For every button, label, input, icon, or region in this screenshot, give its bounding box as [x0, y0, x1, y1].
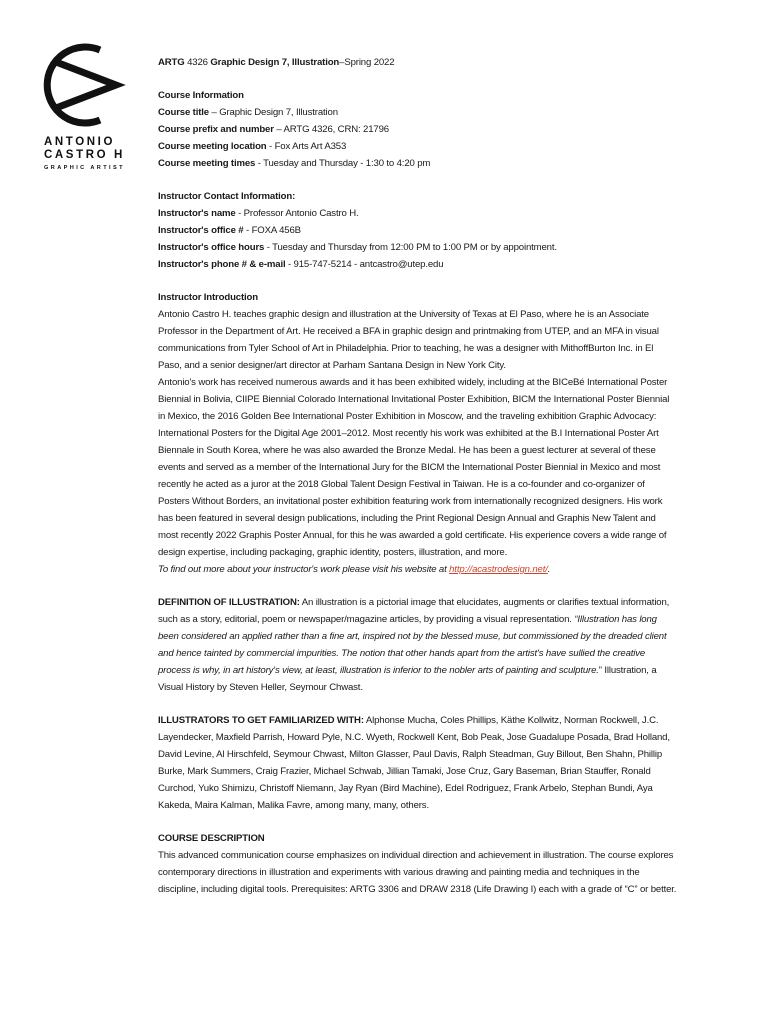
instructor-row: Instructor's phone # & e-mail - 915-747-5214 - antcastro@utep.edu: [158, 259, 444, 270]
logo-subtitle: GRAPHIC ARTIST: [44, 165, 125, 171]
course-name: Graphic Design 7, Illustration: [210, 57, 340, 68]
course-description-text: This advanced communication course emphasizes on individual direction and achievement in illustration. The course explores contemporary directions in illustration and experiments with various drawing and painting media and techniques in the discipline, including digital tools. Prerequisites: ARTG 3306 and DRAW 2318 (Life Drawing I) each with a grade of “C” or better.: [158, 850, 677, 895]
illustrators-heading: ILLUSTRATORS TO GET FAMILIARIZED WITH:: [158, 715, 364, 726]
course-term: –Spring 2022: [339, 57, 395, 68]
logo: [38, 42, 138, 171]
intro-heading: Instructor Introduction: [158, 292, 258, 303]
logo-line-2: CASTRO H: [44, 149, 125, 161]
illustrators-paragraph: ILLUSTRATORS TO GET FAMILIARIZED WITH: Alphonse Mucha, Coles Phillips, Käthe Kollwitz, Norman Rockwell, J.C. Layendecker, Maxfield Parrish, Howard Pyle, N.C. Wyeth, Rockwell Kent, Bob Peak, Jose Guadalupe Posada, Brad Holland, David Levine, Al Hirschfeld, Seymour Chwast, Milton Glasser, Paul Davis, Ralph Steadman, Guy Billout, Ben Shahn, Phillip Burke, Mark Summers, Craig Frazier, Michael Schwab, Jillian Tamaki, Jose Cruz, Gary Baseman, Brian Stauffer, Ronald Curchod, Yuko Shimizu, Christoff Niemann, Jay Ryan (Bird Machine), Edel Rodriguez, Frank Arbelo, Stephan Bundi, Aya Kakeda, Maira Kalman, Malika Favre, among many, many, others.: [158, 715, 670, 811]
course-code: ARTG: [158, 57, 185, 68]
course-info-heading: Course Information: [158, 90, 244, 101]
logo-mark-icon: [38, 42, 130, 128]
course-number: 4326: [184, 57, 211, 68]
course-description-heading: COURSE DESCRIPTION: [158, 833, 265, 844]
instructor-row: Instructor's office # - FOXA 456B: [158, 225, 301, 236]
instructor-row: Instructor's office hours - Tuesday and Thursday from 12:00 PM to 1:00 PM or by appointment.: [158, 242, 557, 253]
definition-paragraph: DEFINITION OF ILLUSTRATION: An illustration is a pictorial image that elucidates, augments or clarifies textual information, such as a story, editorial, poem or newspaper/magazine articles, by providing a visual representation. “Illustration has long been considered an applied rather than a fine art, inspired not by the blessed muse, but commissioned by the dreaded client and hence tainted by commercial impurities. The notion that other hands apart from the artist's have sullied the creative process is why, in art history's view, at least, illustration is inferior to the nobler arts of painting and sculpture.” Illustration, a Visual History by Steven Heller, Seymour Chwast.: [158, 597, 670, 693]
course-header: [158, 54, 678, 71]
definition-heading: DEFINITION OF ILLUSTRATION:: [158, 597, 300, 608]
instructor-contact-heading: Instructor Contact Information:: [158, 191, 296, 202]
intro-paragraph-2: Antonio's work has received numerous awards and it has been exhibited widely, including at the BICeBé International Poster Biennial in Bolivia, CIIPE Biennial Colorado International Invitational Poster Exhibition, BICM the International Poster Biennial in Mexico, the 2016 Golden Bee International Poster Exhibition in Moscow, and the traveling exhibition Graphic Advocacy: International Posters for the Digital Age 2001–2012. Most recently his work was exhibited at the B.I International Poster Art Biennale in South Korea, where he was also awarded the Bronze Medal. He has been a guest lecturer at several of these events and served as a member of the International Jury for the BICM the International Poster Biennial in Mexico and most recently he acted as a juror at the 2018 Global Talent Design Festival in Taiwan. He is a co-founder and co-organizer of Posters Without Borders, an invitational poster exhibition featuring work from internationally recognized designers. His work has been featured in several design publications, including the Print Regional Design Annual and Graphis New Talent and most recently 2022 Graphis Poster Annual, for this he was awarded a gold certificate. His experience covers a wide range of design expertise, including packaging, graphic identity, posters, illustration, and more.: [158, 377, 670, 558]
course-info-row: Course prefix and number – ARTG 4326, CRN: 21796: [158, 124, 389, 135]
intro-paragraph-1: Antonio Castro H. teaches graphic design and illustration at the University of Texas at El Paso, where he is an Associate Professor in the Department of Art. He received a BFA in graphic design and printmaking from UTEP, and an MFA in visual communications from Tyler School of Art in Philadelphia. Prior to teaching, he was a designer with MithoffBurton Inc. in El Paso, and a senior designer/art director at Parham Santana Design in New York City.: [158, 309, 659, 371]
document-body: [158, 54, 678, 898]
instructor-row: Instructor's name - Professor Antonio Castro H.: [158, 208, 359, 219]
intro-findout: To find out more about your instructor's work please visit his website at http://acastrodesign.net/.: [158, 564, 551, 575]
course-info-row: Course title – Graphic Design 7, Illustration: [158, 107, 338, 118]
course-info-row: Course meeting times - Tuesday and Thursday - 1:30 to 4:20 pm: [158, 158, 431, 169]
definition-quote: “Illustration has long been considered an applied rather than a fine art, inspired not by the blessed muse, but commissioned by the dreaded client and hence tainted by commercial impurities. The notion that other hands apart from the artist's have sullied the creative process is why, in art history's view, at least, illustration is inferior to the nobler arts of painting and sculpture.: [158, 614, 667, 676]
course-info-row: Course meeting location - Fox Arts Art A353: [158, 141, 347, 152]
logo-line-1: ANTONIO: [44, 136, 116, 148]
website-link[interactable]: http://acastrodesign.net/: [449, 564, 548, 575]
